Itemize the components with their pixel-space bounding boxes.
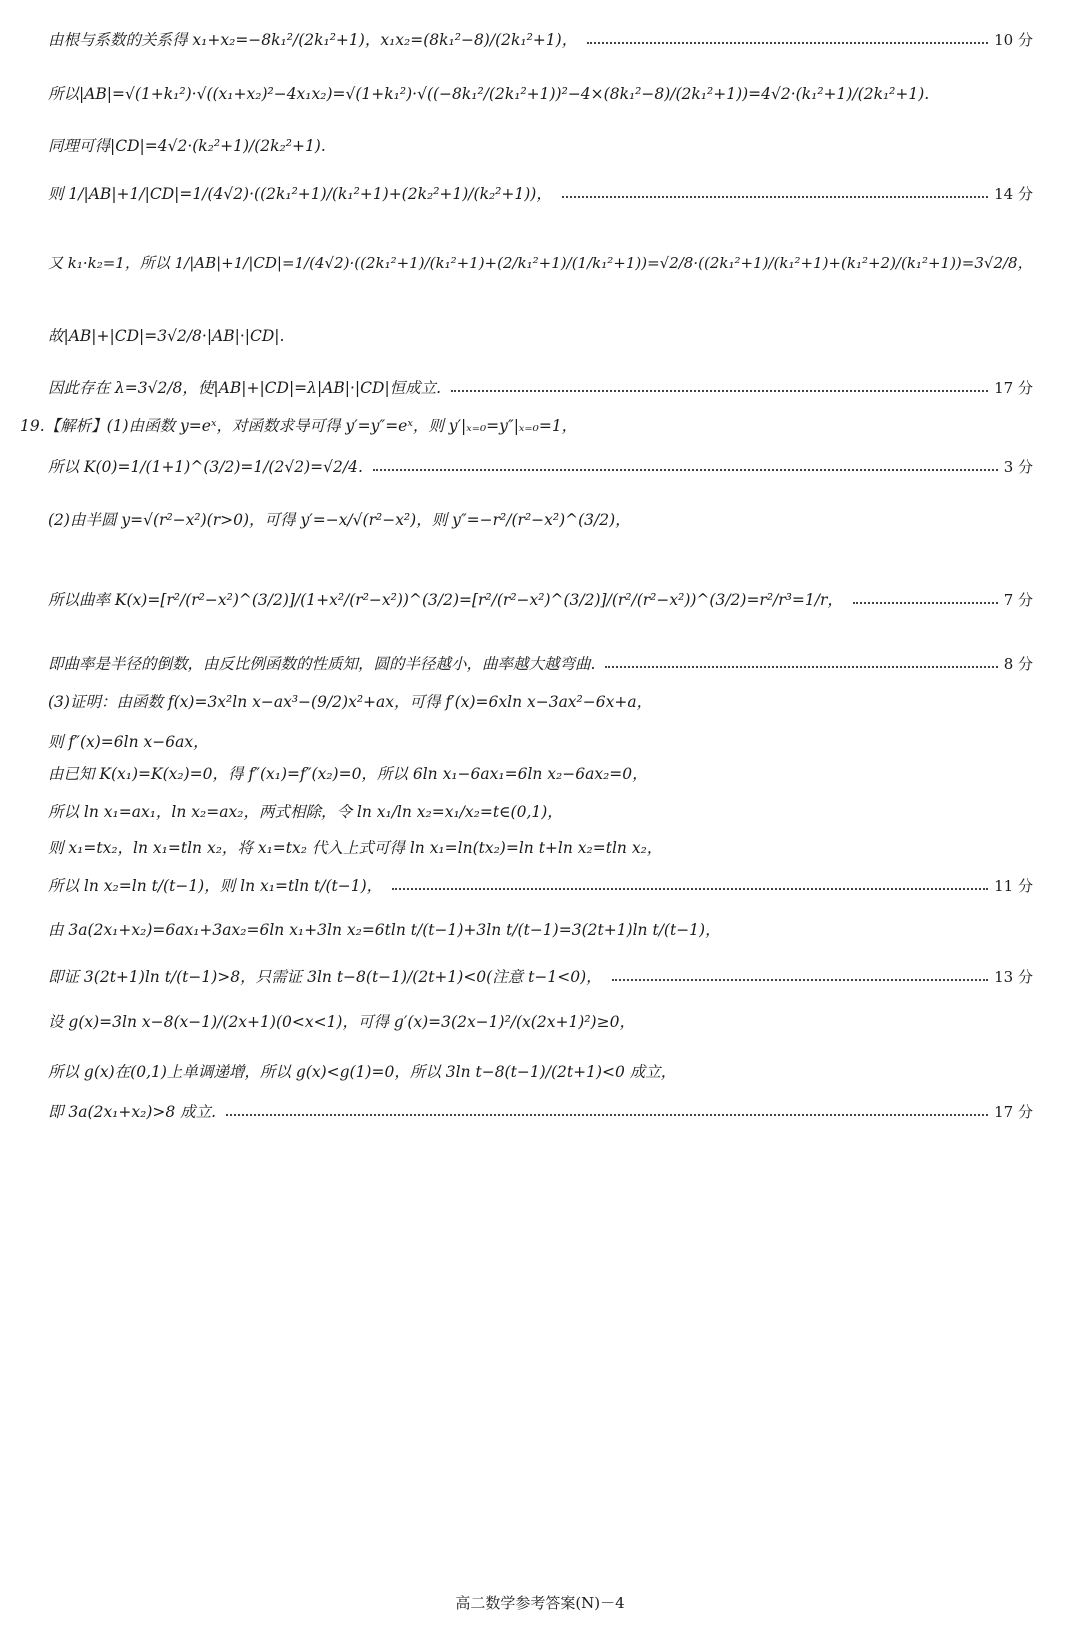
leader-dots — [392, 888, 988, 890]
leader-dots — [587, 42, 988, 44]
line-text: (2)由半圆 y=√(r²−x²)(r>0)，可得 y′=−x/√(r²−x²)，则 y″=−r²/(r²−x²)^(3/2)， — [48, 511, 631, 529]
solution-line-19 — [48, 918, 1033, 940]
solution-line-23 — [48, 1100, 1033, 1122]
score-label: 10 分 — [994, 30, 1033, 49]
leader-dots — [612, 979, 989, 981]
solution-line-10 — [48, 508, 1033, 530]
line-text: 即证 3(2t+1)ln t/(t−1)>8，只需证 3ln t−8(t−1)/(2t+1)<0(注意 t−1<0)， — [48, 968, 602, 986]
solution-line-12 — [48, 652, 1033, 674]
score-label: 14 分 — [994, 184, 1033, 203]
line-text: 由根与系数的关系得 x₁+x₂=−8k₁²/(2k₁²+1)，x₁x₂=(8k₁²−8)/(2k₁²+1)， — [48, 31, 578, 49]
solution-line-18 — [48, 874, 1033, 896]
leader-dots — [451, 390, 988, 392]
solution-line-8 — [20, 414, 1033, 436]
solution-line-15 — [48, 762, 1033, 784]
score-label: 13 分 — [994, 967, 1033, 986]
line-text: (3)证明：由函数 f(x)=3x²ln x−ax³−(9/2)x²+ax，可得 f′(x)=6xln x−3ax²−6x+a， — [48, 693, 653, 711]
line-text: 则 f″(x)=6ln x−6ax， — [48, 733, 209, 751]
solution-line-17 — [48, 836, 1033, 858]
solution-line-4 — [48, 182, 1033, 204]
line-text: 即曲率是半径的倒数，由反比例函数的性质知，圆的半径越小，曲率越大越弯曲. — [48, 655, 596, 673]
line-text: 则 1/|AB|+1/|CD|=1/(4√2)·((2k₁²+1)/(k₁²+1)+(2k₂²+1)/(k₂²+1))， — [48, 185, 552, 203]
solution-line-7 — [48, 376, 1033, 398]
solution-line-21 — [48, 1010, 1033, 1032]
line-text: 19.【解析】(1)由函数 y=eˣ，对函数求导可得 y′=y″=eˣ，则 y′|ₓ₌₀=y″|ₓ₌₀=1， — [20, 417, 578, 435]
score-label: 17 分 — [994, 378, 1033, 397]
solution-line-13 — [48, 690, 1033, 712]
line-text: 故|AB|+|CD|=3√2/8·|AB|·|CD|. — [48, 327, 285, 345]
line-text: 因此存在 λ=3√2/8，使|AB|+|CD|=λ|AB|·|CD|恒成立. — [48, 379, 442, 397]
line-text: 所以 K(0)=1/(1+1)^(3/2)=1/(2√2)=√2/4. — [48, 458, 363, 476]
line-text: 由已知 K(x₁)=K(x₂)=0，得 f″(x₁)=f″(x₂)=0，所以 6ln x₁−6ax₁=6ln x₂−6ax₂=0， — [48, 765, 648, 783]
line-text: 又 k₁·k₂=1，所以 1/|AB|+1/|CD|=1/(4√2)·((2k₁²+1)/(k₁²+1)+(2/k₁²+1)/(1/k₁²+1))=√2/8·((2k₁²+1)/(k₁²+1)+(k₁²+2)/(k₁²+1))=3√2/8， — [48, 254, 1033, 272]
solution-line-14 — [48, 730, 1033, 752]
line-text: 所以 ln x₁=ax₁，ln x₂=ax₂，两式相除，令 ln x₁/ln x₂=x₁/x₂=t∈(0,1)， — [48, 803, 563, 821]
solution-line-1 — [48, 28, 1033, 50]
score-label: 8 分 — [1003, 654, 1033, 673]
solution-line-9 — [48, 455, 1033, 477]
leader-dots — [853, 602, 998, 604]
line-text: 设 g(x)=3ln x−8(x−1)/(2x+1)(0<x<1)，可得 g′(x)=3(2x−1)²/(x(2x+1)²)≥0， — [48, 1013, 635, 1031]
page-footer: 高二数学参考答案(N)－4 — [455, 1594, 625, 1612]
leader-dots — [562, 196, 988, 198]
solution-line-3 — [48, 134, 1033, 156]
line-text: 由 3a(2x₁+x₂)=6ax₁+3ax₂=6ln x₁+3ln x₂=6tln t/(t−1)+3ln t/(t−1)=3(2t+1)ln t/(t−1)， — [48, 921, 721, 939]
score-label: 7 分 — [1003, 590, 1033, 609]
leader-dots — [226, 1114, 988, 1116]
line-text: 所以|AB|=√(1+k₁²)·√((x₁+x₂)²−4x₁x₂)=√(1+k₁²)·√((−8k₁²/(2k₁²+1))²−4×(8k₁²−8)/(2k₁²+1))=4√2·(k₁²+1)/(2k₁²+1). — [48, 85, 930, 103]
line-text: 同理可得|CD|=4√2·(k₂²+1)/(2k₂²+1). — [48, 137, 326, 155]
line-text: 所以曲率 K(x)=[r²/(r²−x²)^(3/2)]/(1+x²/(r²−x²))^(3/2)=[r²/(r²−x²)^(3/2)]/(r²/(r²−x²))^(3/2)=r²/r³=1/r， — [48, 591, 843, 609]
solution-line-2 — [48, 82, 1033, 104]
score-label: 3 分 — [1003, 457, 1033, 476]
line-text: 则 x₁=tx₂，ln x₁=tln x₂，将 x₁=tx₂ 代入上式可得 ln x₁=ln(tx₂)=ln t+ln x₂=tln x₂， — [48, 839, 663, 857]
line-text: 所以 g(x)在(0,1)上单调递增，所以 g(x)<g(1)=0，所以 3ln t−8(t−1)/(2t+1)<0 成立， — [48, 1063, 677, 1081]
leader-dots — [605, 666, 997, 668]
line-text: 即 3a(2x₁+x₂)>8 成立. — [48, 1103, 217, 1121]
solution-line-6 — [48, 324, 1033, 346]
score-label: 17 分 — [994, 1102, 1033, 1121]
leader-dots — [373, 469, 998, 471]
solution-line-16 — [48, 800, 1033, 822]
solution-line-11 — [48, 588, 1033, 610]
score-label: 11 分 — [994, 876, 1033, 895]
solution-line-22 — [48, 1060, 1033, 1082]
solution-line-20 — [48, 965, 1033, 987]
solution-line-5 — [48, 252, 1033, 273]
line-text: 所以 ln x₂=ln t/(t−1)，则 ln x₁=tln t/(t−1)， — [48, 877, 383, 895]
